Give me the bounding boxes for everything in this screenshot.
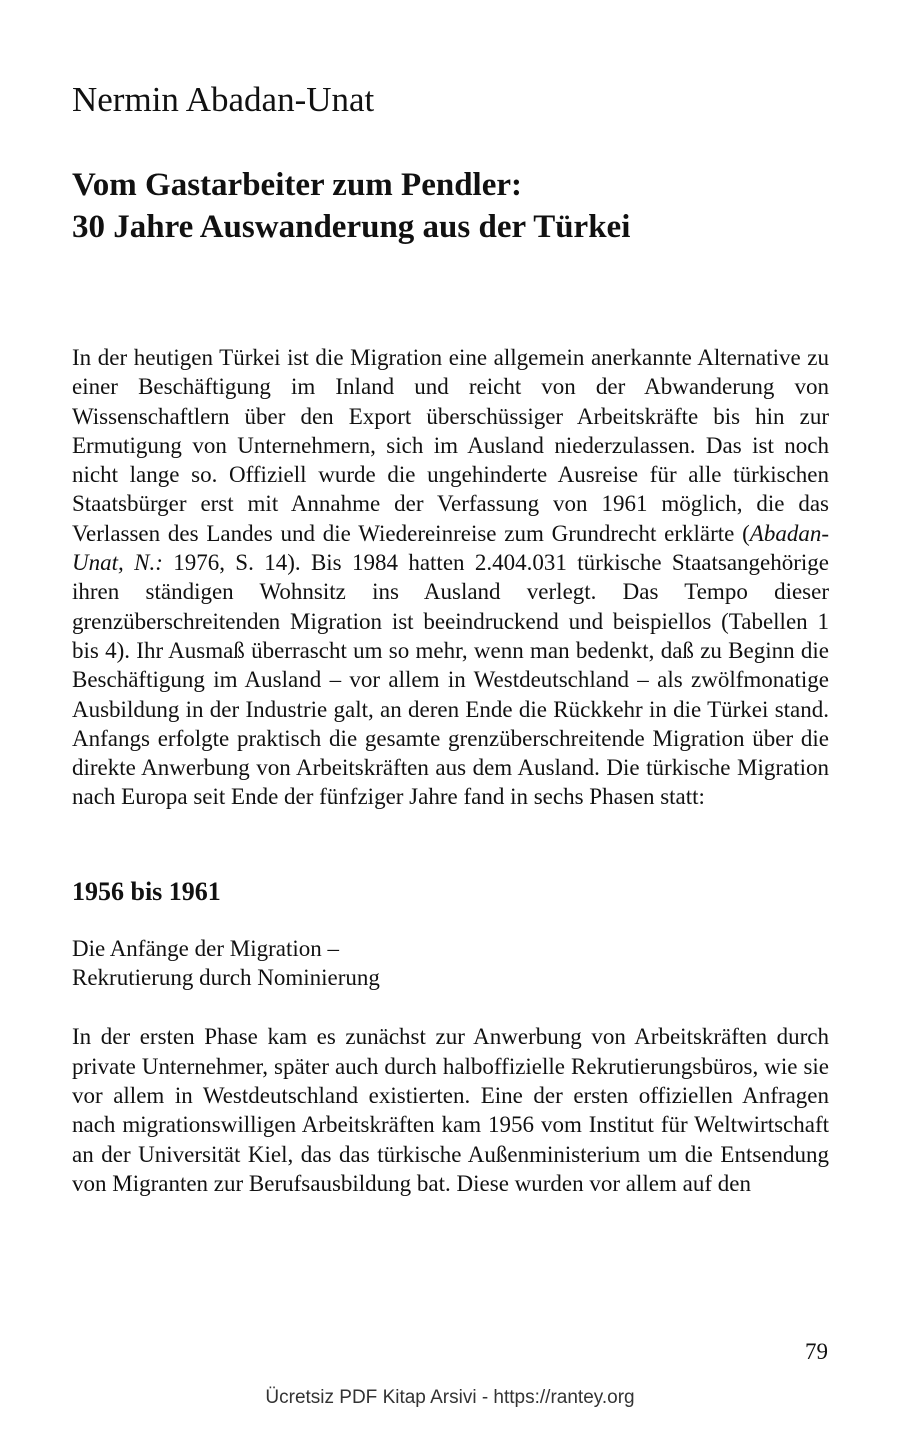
- citation: Abadan-Unat, N.:: [72, 520, 829, 576]
- intro-text-part-1: In der heutigen Türkei ist die Migration eine allgemein anerkannte Alternative zu einer Beschäftigung im Inland und reicht von der Abwanderung von Wissenschaftlern über den Export überschüssiger Arbeitskräfte bis hin zur Ermutigung von Unternehmern, sich im Ausland niederzulassen. Das ist noch nicht lange so. Offiziell wurde die ungehinderte Ausreise für alle türkischen Staatsbürger erst mit Annahme der Verfassung von 1961 möglich, die das Verlassen des Landes und die Wiedereinreise zum Grundrecht erklärte (: [72, 345, 829, 546]
- intro-text-part-2: 1976, S. 14). Bis 1984 hatten 2.404.031 türkische Staatsangehörige ihren ständigen Wohnsitz ins Ausland verlegt. Das Tempo dieser grenzüberschreitenden Migration ist beeindruckend und beispiellos (Tabellen 1 bis 4). Ihr Ausmaß überrascht um so mehr, wenn man bedenkt, daß zu Beginn die Beschäftigung im Ausland – vor allem in Westdeutschland – als zwölfmonatige Ausbildung in der Industrie galt, an deren Ende die Rückkehr in die Türkei stand. Anfangs erfolgte praktisch die gesamte grenzüberschreitende Migration über die direkte Anwerbung von Arbeitskräften aus dem Ausland. Die türkische Migration nach Europa seit Ende der fünfziger Jahre fand in sechs Phasen statt:: [72, 550, 829, 810]
- section-body-paragraph: In der ersten Phase kam es zunächst zur Anwerbung von Arbeitskräften durch private Unternehmer, später auch durch halboffizielle Rekrutierungsbüros, wie sie vor allem in Westdeutschland existierten. Eine der ersten offiziellen Anfragen nach migrationswilligen Arbeitskräften kam 1956 vom Institut für Weltwirtschaft an der Universität Kiel, das das türkische Außenministerium um die Entsendung von Migranten zur Berufsausbildung bat. Diese wurden vor allem auf den: [72, 1024, 829, 1196]
- author-name: Nermin Abadan-Unat: [72, 80, 375, 119]
- section-subtitle-line-1: Die Anfänge der Migration –: [72, 935, 339, 961]
- page-number: 79: [805, 1339, 828, 1364]
- chapter-title-line-2: 30 Jahre Auswanderung aus der Türkei: [72, 209, 631, 245]
- chapter-title-line-1: Vom Gastarbeiter zum Pendler:: [72, 167, 522, 203]
- page-content: [72, 80, 829, 1198]
- chapter-title: [72, 164, 829, 248]
- section-subtitle-line-2: Rekrutierung durch Nominierung: [72, 965, 380, 991]
- section-heading: 1956 bis 1961: [72, 876, 221, 906]
- footer-watermark: Ücretsiz PDF Kitap Arsivi - https://rantey.org: [265, 1387, 635, 1408]
- intro-paragraph: [72, 343, 829, 812]
- section-subtitle: [72, 934, 829, 993]
